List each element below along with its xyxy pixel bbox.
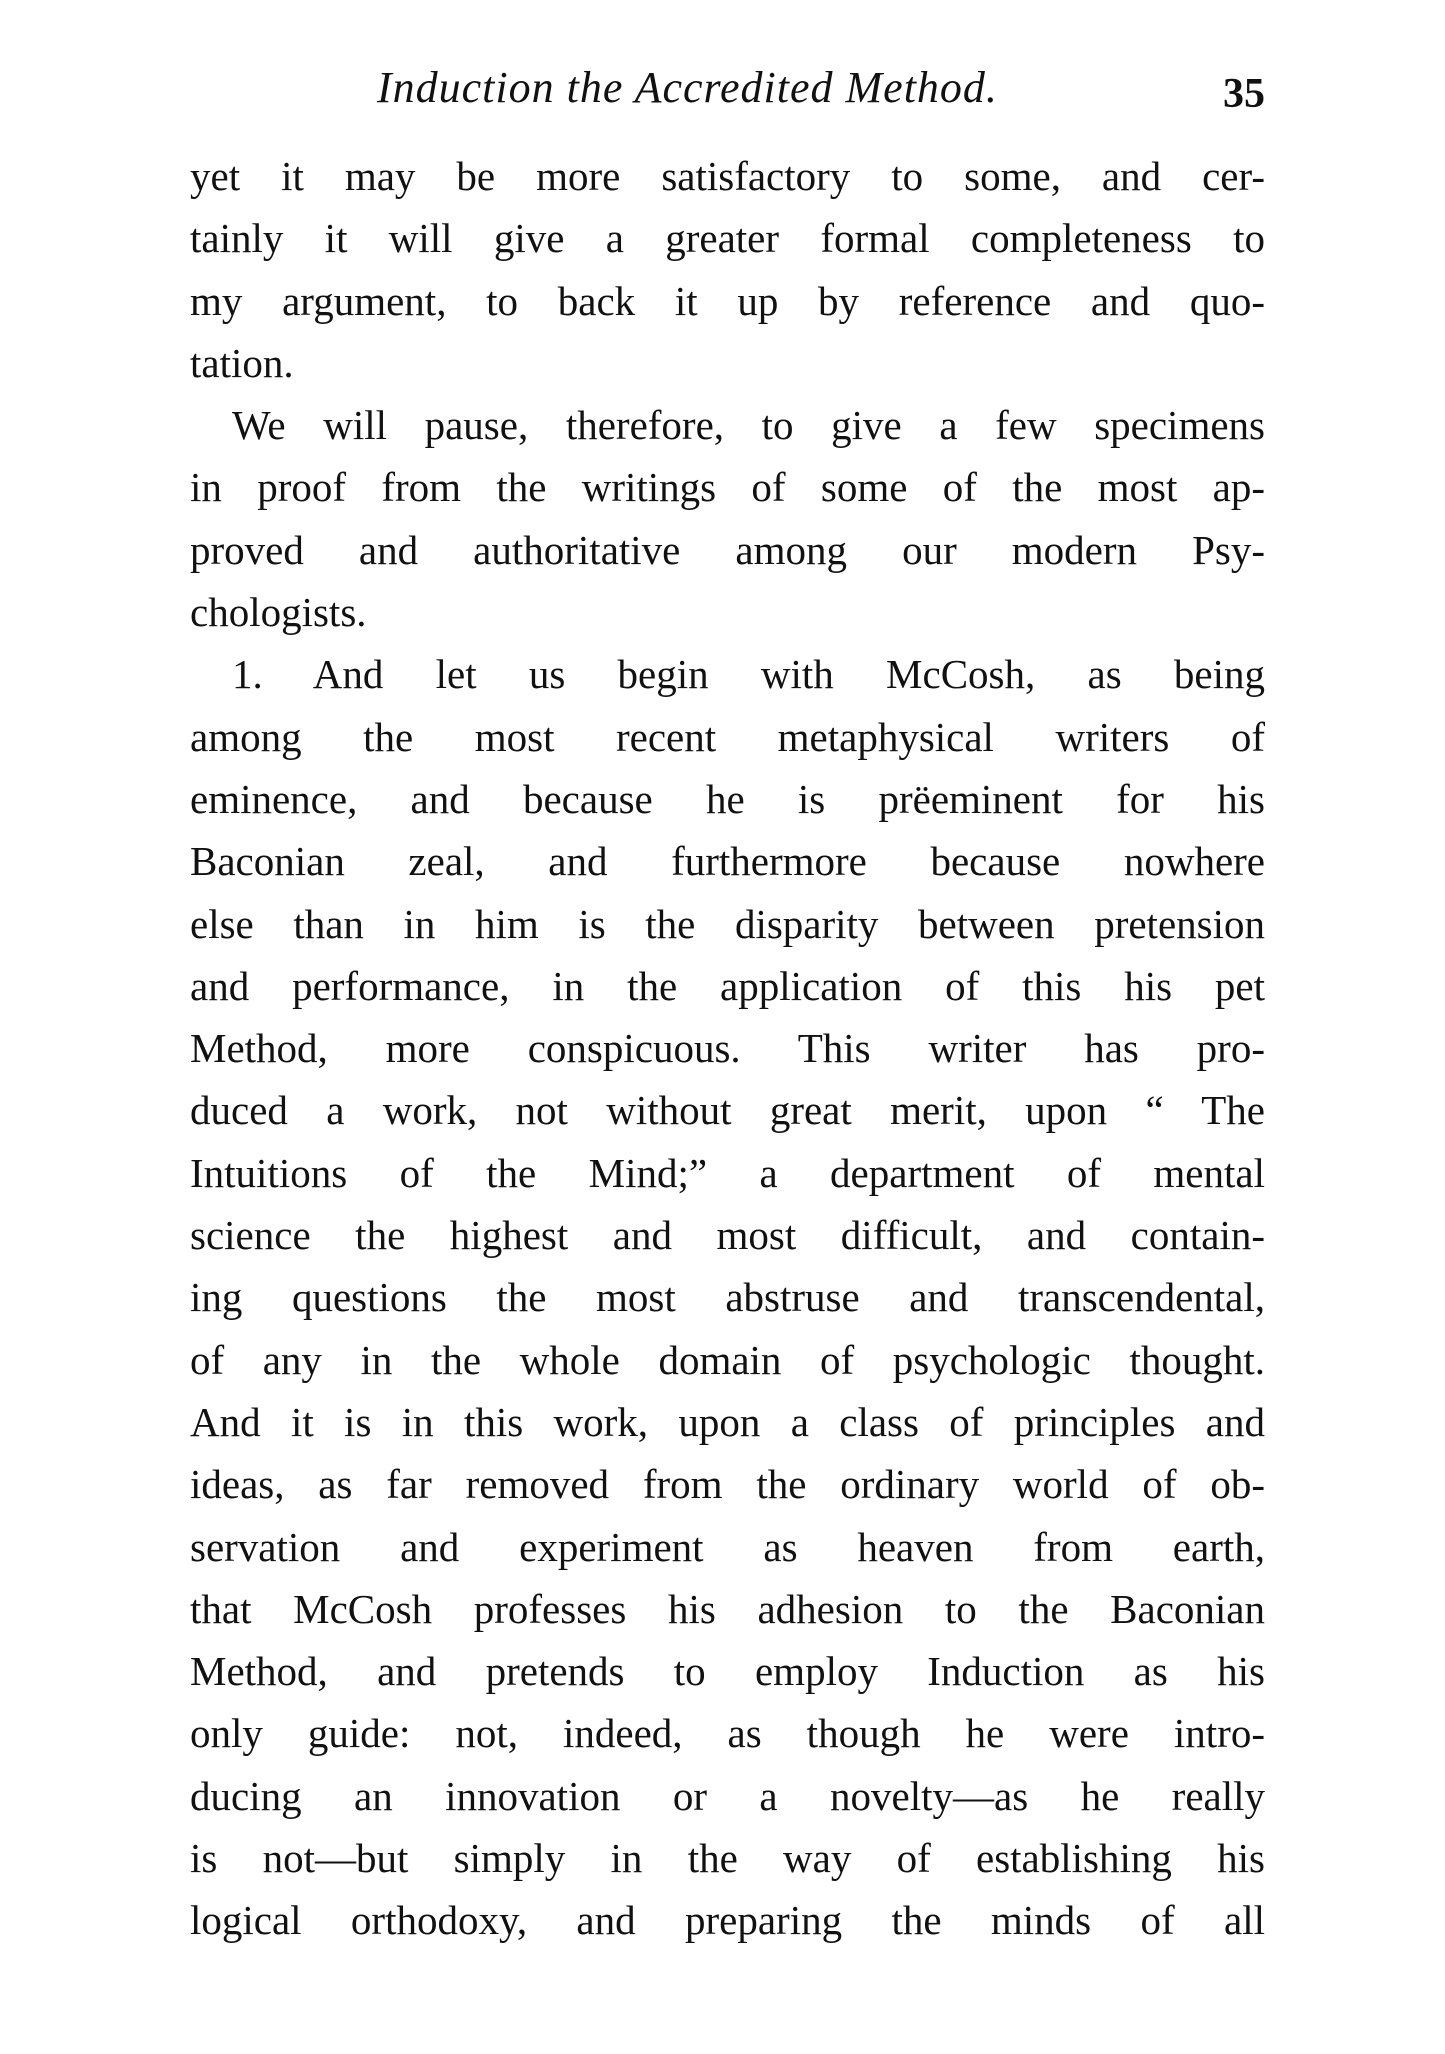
text-line: ideas, as far removed from the ordinary world of ob- [190,1461,1265,1508]
running-title: Induction the Accredited Method. [377,63,998,112]
text-line: that McCosh professes his adhesion to the Baconian [190,1585,1265,1632]
text-line: servation and experiment as heaven from earth, [190,1523,1265,1570]
text-line: science the highest and most difficult, and contain- [190,1212,1265,1259]
text-line: Intuitions of the Mind;” a department of mental [190,1149,1265,1196]
text-line: among the most recent metaphysical writers of [190,713,1265,760]
paragraph-2 [190,394,1265,643]
text-line: ing questions the most abstruse and transcendental, [190,1274,1265,1321]
text-line: in proof from the writings of some of the most ap- [190,464,1265,511]
text-line: eminence, and because he is prëeminent for his [190,775,1265,822]
text-line: ducing an innovation or a novelty—as he really [190,1772,1265,1819]
text-line: We will pause, therefore, to give a few specimens [232,402,1265,449]
text-line: Method, more conspicuous. This writer has pro- [190,1025,1265,1072]
page-number: 35 [1223,71,1265,117]
text-line: is not—but simply in the way of establishing his [190,1835,1265,1882]
text-line: of any in the whole domain of psychologic thought. [190,1336,1265,1383]
text-line: tainly it will give a greater formal completeness to [190,215,1265,262]
text-line: duced a work, not without great merit, upon “ The [190,1087,1265,1134]
text-line: chologists. [190,589,367,636]
paragraph-1 [190,145,1265,394]
text-line: else than in him is the disparity between pretension [190,900,1265,947]
text-line: tation. [190,339,294,386]
text-line: proved and authoritative among our modern Psy- [190,526,1265,573]
text-line: my argument, to back it up by reference and quo- [190,277,1265,324]
text-line: And it is in this work, upon a class of principles and [190,1398,1265,1445]
body-text [190,145,1265,1952]
text-line: 1. And let us begin with McCosh, as being [232,651,1265,698]
paragraph-3 [190,643,1265,1951]
text-line: yet it may be more satisfactory to some, and cer- [190,153,1265,199]
text-line: Method, and pretends to employ Induction as his [190,1648,1265,1695]
text-line: only guide: not, indeed, as though he were intro- [190,1710,1265,1757]
text-line: logical orthodoxy, and preparing the minds of all [190,1897,1265,1944]
text-line: Baconian zeal, and furthermore because nowhere [190,838,1265,885]
text-line: and performance, in the application of this his pet [190,962,1265,1009]
running-head [190,58,1265,118]
